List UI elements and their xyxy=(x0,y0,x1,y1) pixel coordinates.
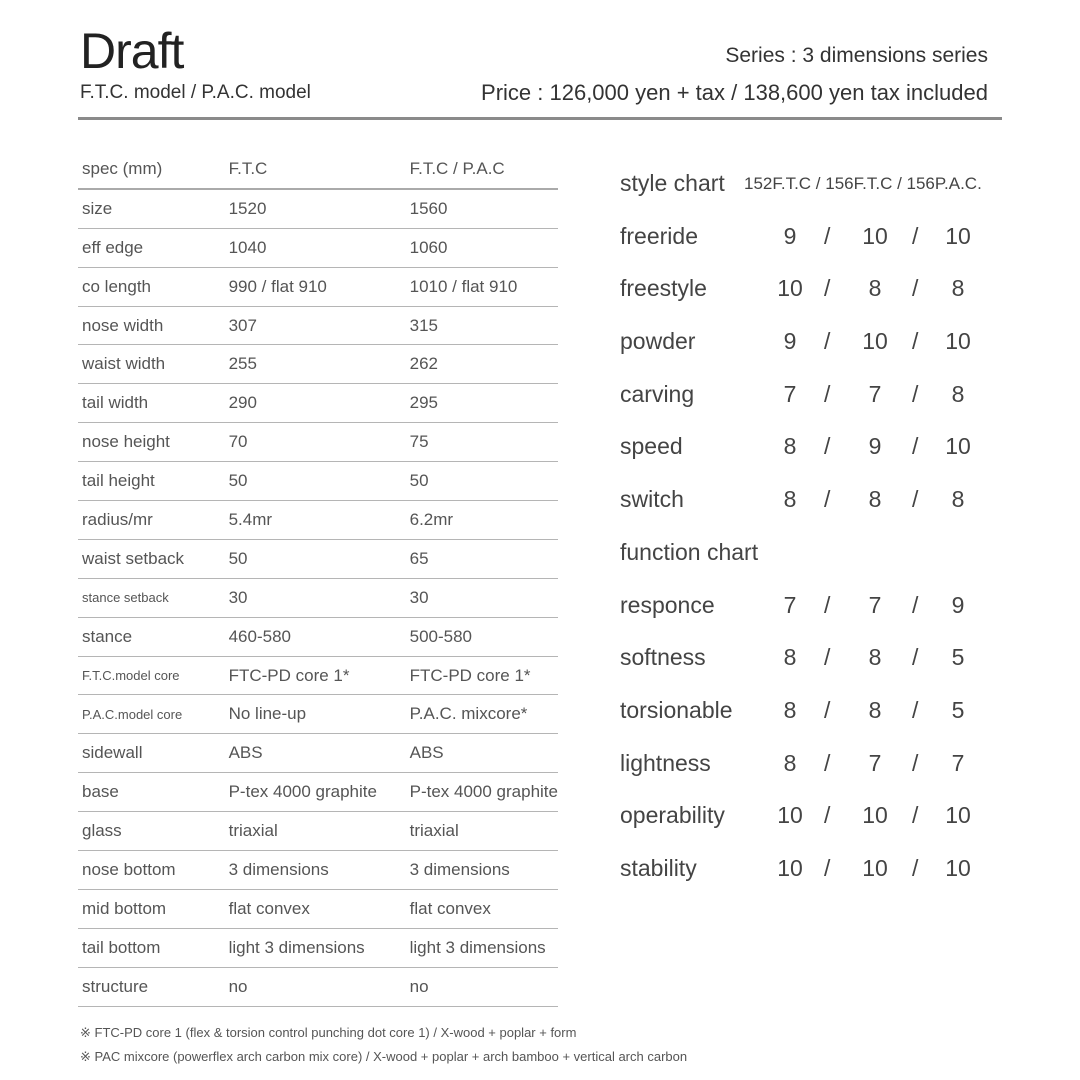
separator: / xyxy=(824,275,831,302)
chart-row-label: carving xyxy=(620,380,695,407)
rating-value: 10 xyxy=(945,433,971,460)
separator: / xyxy=(824,222,831,249)
spec-label: stance setback xyxy=(78,578,225,617)
footnote: ※ FTC-PD core 1 (flex & torsion control punching dot core 1) / X-wood + poplar + form xyxy=(80,1025,577,1040)
spec-label: waist width xyxy=(78,345,225,384)
style-chart-title: style chart xyxy=(620,170,725,196)
separator: / xyxy=(824,644,831,671)
spec-value: 75 xyxy=(406,423,558,462)
spec-value: No line-up xyxy=(225,695,406,734)
spec-label: mid bottom xyxy=(78,889,225,928)
rating-value: 10 xyxy=(945,854,971,881)
chart-row-label: powder xyxy=(620,328,696,355)
table-row xyxy=(78,539,558,578)
spec-value: 1060 xyxy=(406,228,558,267)
table-row xyxy=(78,812,558,851)
table-row xyxy=(78,967,558,1006)
separator: / xyxy=(912,696,919,723)
spec-value: 6.2mr xyxy=(406,501,558,540)
spec-value: 295 xyxy=(406,384,558,423)
spec-table xyxy=(78,150,558,1007)
spec-value: 50 xyxy=(406,462,558,501)
table-row xyxy=(78,462,558,501)
spec-value: triaxial xyxy=(225,812,406,851)
spec-value: F.T.C / P.A.C xyxy=(406,150,558,189)
footnotes xyxy=(80,1021,687,1069)
table-row xyxy=(78,734,558,773)
spec-value: 50 xyxy=(225,539,406,578)
chart-row-label: speed xyxy=(620,433,683,460)
page-title: Draft xyxy=(80,23,184,79)
chart-row xyxy=(620,474,1020,527)
chart-row xyxy=(620,790,1020,843)
chart-row-label: switch xyxy=(620,486,684,513)
chart-row-label: lightness xyxy=(620,749,711,776)
spec-value: 460-580 xyxy=(225,617,406,656)
spec-value: 3 dimensions xyxy=(406,851,558,890)
chart-row xyxy=(620,421,1020,474)
table-row xyxy=(78,384,558,423)
chart-row-label: responce xyxy=(620,591,715,618)
spec-value: 1040 xyxy=(225,228,406,267)
footnote: ※ PAC mixcore (powerflex arch carbon mix core) / X-wood + poplar + arch bamboo + vertical arch carbon xyxy=(80,1049,688,1064)
table-row xyxy=(78,617,558,656)
series-label: Series : 3 dimensions series xyxy=(725,44,988,67)
rating-value: 10 xyxy=(862,802,888,829)
rating-value: 5 xyxy=(951,644,965,671)
spec-label: structure xyxy=(78,967,225,1006)
spec-value: 290 xyxy=(225,384,406,423)
spec-value: 3 dimensions xyxy=(225,851,406,890)
separator: / xyxy=(912,328,919,355)
table-row xyxy=(78,345,558,384)
chart-row xyxy=(620,843,1020,896)
spec-value: P-tex 4000 graphite xyxy=(225,773,406,812)
spec-label: spec (mm) xyxy=(78,150,225,189)
spec-value: P-tex 4000 graphite xyxy=(406,773,558,812)
rating-value: 8 xyxy=(951,380,965,407)
table-row xyxy=(78,928,558,967)
spec-value: no xyxy=(406,967,558,1006)
rating-value: 7 xyxy=(868,380,882,407)
table-row xyxy=(78,889,558,928)
chart-row-label: stability xyxy=(620,854,697,881)
spec-value: 500-580 xyxy=(406,617,558,656)
separator: / xyxy=(912,644,919,671)
table-row xyxy=(78,851,558,890)
separator: / xyxy=(912,433,919,460)
function-chart-title: function chart xyxy=(620,538,759,565)
spec-value: FTC-PD core 1* xyxy=(406,656,558,695)
rating-value: 7 xyxy=(783,380,797,407)
spec-value: no xyxy=(225,967,406,1006)
spec-value: flat convex xyxy=(406,889,558,928)
separator: / xyxy=(824,696,831,723)
spec-label: nose width xyxy=(78,306,225,345)
rating-value: 8 xyxy=(868,644,882,671)
rating-value: 10 xyxy=(945,328,971,355)
separator: / xyxy=(824,328,831,355)
table-row xyxy=(78,189,558,228)
spec-value: 307 xyxy=(225,306,406,345)
spec-value: 255 xyxy=(225,345,406,384)
rating-value: 10 xyxy=(862,854,888,881)
separator: / xyxy=(912,275,919,302)
separator: / xyxy=(824,380,831,407)
rating-value: 7 xyxy=(868,591,882,618)
rating-value: 8 xyxy=(783,749,797,776)
separator: / xyxy=(824,433,831,460)
table-row xyxy=(78,228,558,267)
spec-value: 1520 xyxy=(225,189,406,228)
spec-value: 315 xyxy=(406,306,558,345)
spec-value: 30 xyxy=(225,578,406,617)
rating-value: 7 xyxy=(951,749,965,776)
spec-value: 5.4mr xyxy=(225,501,406,540)
rating-value: 8 xyxy=(951,486,965,513)
separator: / xyxy=(912,222,919,249)
rating-value: 10 xyxy=(777,854,803,881)
table-row xyxy=(78,501,558,540)
chart-row-label: freeride xyxy=(620,222,698,249)
spec-value: 262 xyxy=(406,345,558,384)
spec-value: 1560 xyxy=(406,189,558,228)
rating-value: 10 xyxy=(777,275,803,302)
separator: / xyxy=(912,591,919,618)
spec-label: P.A.C.model core xyxy=(78,695,225,734)
spec-value: flat convex xyxy=(225,889,406,928)
spec-value: FTC-PD core 1* xyxy=(225,656,406,695)
rating-value: 10 xyxy=(862,328,888,355)
rating-value: 8 xyxy=(783,486,797,513)
rating-value: 9 xyxy=(868,433,882,460)
spec-label: tail bottom xyxy=(78,928,225,967)
rating-value: 7 xyxy=(868,749,882,776)
spec-label: stance xyxy=(78,617,225,656)
spec-label: nose height xyxy=(78,423,225,462)
model-subtitle: F.T.C. model / P.A.C. model xyxy=(80,82,311,103)
rating-value: 8 xyxy=(783,644,797,671)
spec-label: tail height xyxy=(78,462,225,501)
spec-label: F.T.C.model core xyxy=(78,656,225,695)
table-row xyxy=(78,773,558,812)
rating-value: 8 xyxy=(783,433,797,460)
spec-value: 70 xyxy=(225,423,406,462)
rating-value: 8 xyxy=(868,696,882,723)
separator: / xyxy=(824,749,831,776)
separator: / xyxy=(912,380,919,407)
rating-value: 10 xyxy=(862,222,888,249)
spec-label: base xyxy=(78,773,225,812)
separator: / xyxy=(912,749,919,776)
chart-row xyxy=(620,369,1020,422)
spec-label: eff edge xyxy=(78,228,225,267)
spec-value: P.A.C. mixcore* xyxy=(406,695,558,734)
style-chart-header xyxy=(620,158,1020,211)
chart-row xyxy=(620,211,1020,264)
rating-value: 9 xyxy=(783,328,797,355)
table-row xyxy=(78,695,558,734)
spec-value: 50 xyxy=(225,462,406,501)
table-row xyxy=(78,423,558,462)
rating-value: 10 xyxy=(777,802,803,829)
chart-row xyxy=(620,738,1020,791)
spec-value: 1010 / flat 910 xyxy=(406,267,558,306)
spec-value: ABS xyxy=(406,734,558,773)
chart-row-label: freestyle xyxy=(620,275,707,302)
chart-row xyxy=(620,316,1020,369)
separator: / xyxy=(912,854,919,881)
rating-value: 10 xyxy=(945,222,971,249)
table-header-row xyxy=(78,150,558,189)
rating-value: 8 xyxy=(868,275,882,302)
spec-label: size xyxy=(78,189,225,228)
chart-row xyxy=(620,632,1020,685)
spec-value: light 3 dimensions xyxy=(225,928,406,967)
table-row xyxy=(78,267,558,306)
spec-label: sidewall xyxy=(78,734,225,773)
rating-value: 8 xyxy=(951,275,965,302)
spec-label: waist setback xyxy=(78,539,225,578)
chart-row-label: softness xyxy=(620,644,706,671)
header-divider xyxy=(78,117,1002,120)
chart-row-label: torsionable xyxy=(620,696,733,723)
rating-value: 5 xyxy=(951,696,965,723)
spec-value: 65 xyxy=(406,539,558,578)
spec-value: 30 xyxy=(406,578,558,617)
chart-row xyxy=(620,580,1020,633)
separator: / xyxy=(912,486,919,513)
price-label: Price : 126,000 yen + tax / 138,600 yen tax included xyxy=(481,80,988,105)
table-row xyxy=(78,578,558,617)
function-chart-header xyxy=(620,527,1020,580)
chart-row-label: operability xyxy=(620,802,725,829)
rating-value: 8 xyxy=(783,696,797,723)
chart-row xyxy=(620,685,1020,738)
spec-label: nose bottom xyxy=(78,851,225,890)
spec-label: tail width xyxy=(78,384,225,423)
spec-label: radius/mr xyxy=(78,501,225,540)
spec-value: F.T.C xyxy=(225,150,406,189)
spec-value: 990 / flat 910 xyxy=(225,267,406,306)
rating-value: 9 xyxy=(783,222,797,249)
spec-value: ABS xyxy=(225,734,406,773)
separator: / xyxy=(912,802,919,829)
separator: / xyxy=(824,591,831,618)
separator: / xyxy=(824,802,831,829)
rating-value: 8 xyxy=(868,486,882,513)
rating-value: 9 xyxy=(951,591,965,618)
rating-charts xyxy=(620,158,1020,896)
rating-value: 7 xyxy=(783,591,797,618)
rating-value: 10 xyxy=(945,802,971,829)
style-chart-columns: 152F.T.C / 156F.T.C / 156P.A.C. xyxy=(744,174,982,193)
separator: / xyxy=(824,486,831,513)
table-row xyxy=(78,656,558,695)
spec-value: light 3 dimensions xyxy=(406,928,558,967)
chart-row xyxy=(620,263,1020,316)
spec-label: glass xyxy=(78,812,225,851)
spec-value: triaxial xyxy=(406,812,558,851)
table-row xyxy=(78,306,558,345)
spec-label: co length xyxy=(78,267,225,306)
separator: / xyxy=(824,854,831,881)
